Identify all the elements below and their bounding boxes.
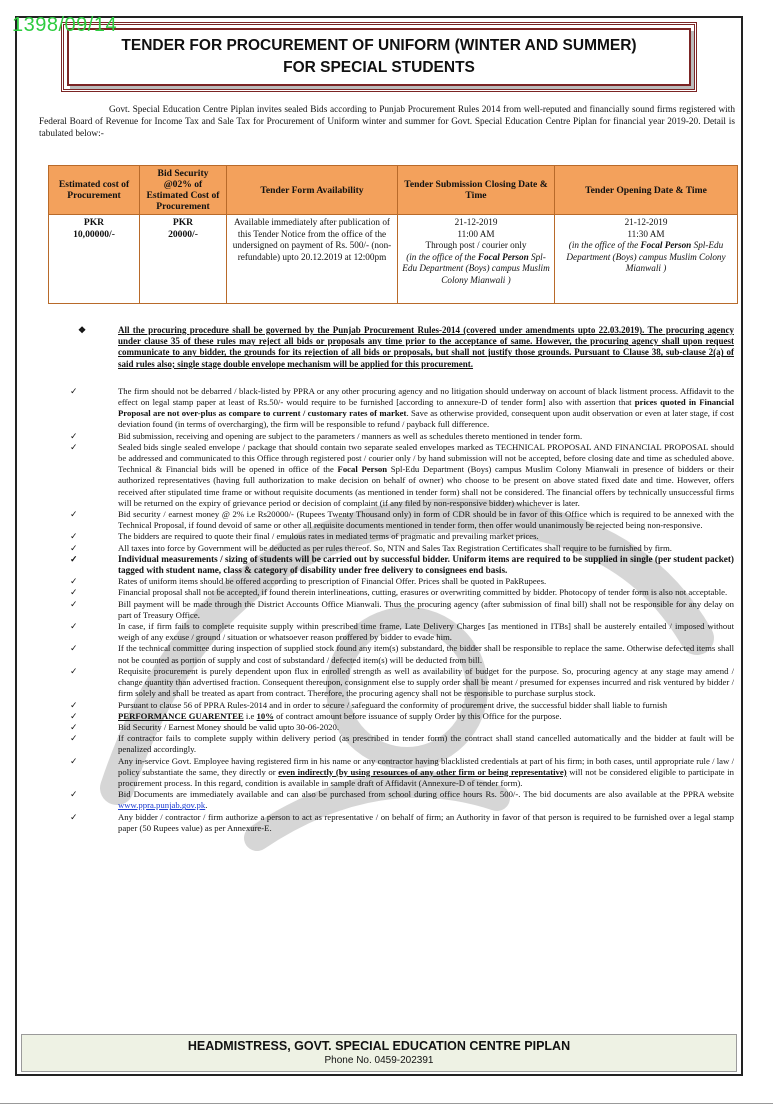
list-item: ✓ Bid security / earnest money @ 2% i.e Rs20000/- (Rupees Twenty Thousand only) in form of CDR should be in favor of this Office which is required to be annexed with the Technical Proposal, if found devoid of same or other all requisite documents mentioned in tender form, then offer would unanimously be rejected being non-responsive. <box>70 509 734 531</box>
check-icon: ✓ <box>70 733 78 744</box>
header-form-availability: Tender Form Availability <box>227 166 398 215</box>
page-title-line-2: FOR SPECIAL STUDENTS <box>283 59 475 76</box>
check-icon: ✓ <box>70 789 78 800</box>
cell-closing: 21-12-2019 11:00 AM Through post / courier only (in the office of the Focal Person Spl-Edu Department (Boys) campus Muslim Colony Mianwali ) <box>398 215 555 304</box>
list-item: ✓ Sealed bids single sealed envelope / package that should contain two separate sealed envelopes marked as TECHNICAL PROPOSAL AND FINANCIAL PROPOSAL should be addressed and communicated to this Office through registered post / courier only / by hand submission will not be accepted, before closing date and time as scheduled above. Technical & Financial bids will be opened in office of the Focal Person Spl-Edu Department (Boys) campus Muslim Colony Mianwali in presence of bidders or their authorized representatives (having full authorization to make decision on behalf of owner) who choose to be present on above stated fixed date and time. However, offers received after stipulated time frame or without requisite documents (as mentioned in tender form) shall not be considered. The financial offers by technically unsuccessful firms will be returned on the expiry of grievance period or decision of complaint (if any filed by non-responsive bidder) whichever is later. <box>70 441 734 508</box>
cell-form-availability: Available immediately after publication of this Tender Notice from the office of the undersigned on payment of Rs. 500/- (non-refundable) upto 20.12.2019 at 12:00pm <box>227 215 398 304</box>
list-item: ✓ All taxes into force by Government will be deducted as per rules thereof. So, NTN and Sales Tax Registration Certificates shall require to be furnished by firm. <box>70 542 672 553</box>
list-item: ✓ The bidders are required to quote their final / emulous rates in mediated terms of pragmatic and prevailing market prices. <box>70 531 539 542</box>
list-item: ✓ Rates of uniform items should be offered according to prescription of Financial Offer. Prices shall be quoted in PakRupees. <box>70 576 547 587</box>
check-icon: ✓ <box>70 509 78 520</box>
page-bottom-divider <box>0 1103 773 1104</box>
header-bid-security: Bid Security @02% of Estimated Cost of Procurement <box>140 166 227 215</box>
footer-phone: Phone No. 0459-202391 <box>324 1055 434 1066</box>
check-icon: ✓ <box>70 598 78 609</box>
list-item: ✓ Financial proposal shall not be accepted, if found therein interlineations, cutting, erasures or overwriting committed by bidder. Photocopy of tender form is also not acceptable. <box>70 587 728 598</box>
title-box <box>61 22 697 92</box>
cell-bid-security: PKR 20000/- <box>140 215 227 304</box>
tender-notice <box>15 16 743 1076</box>
list-item: ✓ Pursuant to clause 56 of PPRA Rules-2014 and in order to secure / safeguard the conformity of procurement drive, the successful bidder shall liable to furnish <box>70 699 668 710</box>
check-icon: ✓ <box>70 531 78 542</box>
list-item: ✓ If contractor fails to complete supply within delivery period (as prescribed in tender form) the contract shall stand cancelled automatically and the bidder at fault will be penalized accordingly. <box>70 733 734 755</box>
cell-opening: 21-12-2019 11:30 AM (in the office of the Focal Person Spl-Edu Department (Boys) campus Muslim Colony Mianwali ) <box>555 215 738 304</box>
list-item: ✓ Bill payment will be made through the District Accounts Office Mianwali. Thus the procuring agency (after submission of final bill) shall not be responsible for any delay on part of Treasury Office. <box>70 598 734 620</box>
intro-paragraph: Govt. Special Education Centre Piplan invites sealed Bids according to Punjab Procurement Rules 2014 from well-reputed and financially sound firms registered with Federal Board of Revenue for Income Tax and Sale Tax for Procurement of Uniform winter and summer for Govt. Special Education Centre Piplan for financial year 2019-20. Detail is tabulated below:- <box>39 105 735 140</box>
check-icon: ✓ <box>70 811 78 822</box>
check-icon: ✓ <box>70 385 78 396</box>
date-stamp: 1398/09/14 <box>12 14 118 36</box>
check-icon: ✓ <box>70 587 78 598</box>
ppra-website-link[interactable]: www.ppra.punjab.gov.pk <box>118 800 206 811</box>
list-item: ✓ Individual measurements / sizing of students will be carried out by successful bidder. Uniform items are required to be supplied in single (per student packet) tagged with student name, class & category of disability under free delivery to consignees end basis. <box>70 553 734 576</box>
check-icon: ✓ <box>70 553 78 564</box>
list-item: ✓ PERFORMANCE GUARENTEE i.e 10% of contract amount before issuance of supply Order by this Office for the purpose. <box>70 710 562 721</box>
check-icon: ✓ <box>70 710 78 721</box>
check-icon: ✓ <box>70 430 78 441</box>
list-item: ❖ All the procuring procedure shall be governed by the Punjab Procurement Rules-2014 (covered under amendments upto 22.03.2019). The procuring agency under clause 35 of these rules may reject all bids or proposals any time prior to the acceptance of same. However, the procuring agency shall upon request communicate to any bidder, the grounds for its rejection of all bids or proposals, but shall not justify those grounds. Pursuant to Clause 38, sub-clause 2(a) of said rules also; single stage double envelope mechanism will be applied for this procurement. <box>78 325 734 369</box>
check-icon: ✓ <box>70 441 78 452</box>
list-item: ✓ If the technical committee during inspection of supplied stock found any item(s) substandard, the bidder shall be responsible to replace the same. Otherwise defected items shall not be counted as portion of supply and cost of substandard / defected item(s) will be deducted from bill. <box>70 643 734 665</box>
cell-estimated-cost: PKR 10,00000/- <box>49 215 140 304</box>
diamond-bullet-icon: ❖ <box>78 325 87 335</box>
header-estimated-cost: Estimated cost of Procurement <box>49 166 140 215</box>
check-icon: ✓ <box>70 621 78 632</box>
signature-footer <box>21 1034 737 1072</box>
header-closing: Tender Submission Closing Date & Time <box>398 166 555 215</box>
header-opening: Tender Opening Date & Time <box>555 166 738 215</box>
list-item: ✓ Any bidder / contractor / firm authorize a person to act as representative / on behalf of firm; an Authority in favor of that person is required to be furnished over a legal stamp paper (50 Rupees value) as per Annexure-E. <box>70 811 734 833</box>
check-icon: ✓ <box>70 542 78 553</box>
list-item: ✓ Bid Documents are immediately available and can also be purchased from school during office hours Rs. 500/-. The bid documents are also available at the PPRA website www.ppra.punjab.gov.pk. <box>70 789 734 811</box>
check-icon: ✓ <box>70 755 78 766</box>
list-item: ✓ In case, if firm fails to complete requisite supply within prescribed time frame, Late Delivery Charges [as mentioned in ITBs] shall be austerely entailed / imposed without weigh of any excuse / ground / situation or whatsoever reason proffered by bidder to evade him. <box>70 621 734 643</box>
list-item: ✓ The firm should not be debarred / black-listed by PPRA or any other procuring agency and no litigation should underway on account of black listment process. Affidavit to the effect on legal stamp paper at least of Rs.50/- would require to be furnished [according to annexure-D of tender form] also with assertion that prices quoted in Financial Proposal are not over-plus as compare to current / customary rates of market. Save as otherwise provided, consequent upon audit observation or even at later stage, if cost deviation found (in terms of overcharging), the firm will be responsible to refund / payback full difference. <box>70 385 734 430</box>
check-icon: ✓ <box>70 643 78 654</box>
check-icon: ✓ <box>70 665 78 676</box>
check-icon: ✓ <box>70 699 78 710</box>
list-item: ✓ Bid submission, receiving and opening are subject to the parameters / manners as well as schedules thereto mentioned in tender form. <box>70 430 583 441</box>
list-item: ✓ Bid Security / Earnest Money should be valid upto 30-06-2020. <box>70 721 340 732</box>
list-item: ✓ Any in-service Govt. Employee having registered firm in his name or any contractor having blacklisted credentials at part of his firm; in both cases, until appropriate rule / law / policy substantiate the same, they directly or even indirectly (by using resources of any other firm or being representative) will not be considered eligible to participate in procurement process. In this regard, condition is available in sample draft of Affidavit (Annexure-D of tender form). <box>70 755 734 788</box>
footer-title: HEADMISTRESS, GOVT. SPECIAL EDUCATION CENTRE PIPLAN <box>187 1039 571 1053</box>
check-icon: ✓ <box>70 576 78 587</box>
conditions-list <box>70 321 734 834</box>
table-row <box>49 215 738 304</box>
list-item: ✓ Requisite procurement is purely dependent upon flux in enrolled strength as well as availability of budget for the purpose. So, procuring agency at any stage may amend / change quantity than advertised fraction. Consequent thereupon, consignment else to supply order shall be meant / presumed for expenses incurred and risk ventured by bidder / firm solely and shall be treated as apart from contract. Therefore, the procuring agency shall not be responsible to purchase surplus stock. <box>70 665 734 699</box>
page-title-line-1: TENDER FOR PROCUREMENT OF UNIFORM (WINTER AND SUMMER) <box>121 37 637 54</box>
tender-table <box>48 165 738 304</box>
check-icon: ✓ <box>70 721 78 732</box>
